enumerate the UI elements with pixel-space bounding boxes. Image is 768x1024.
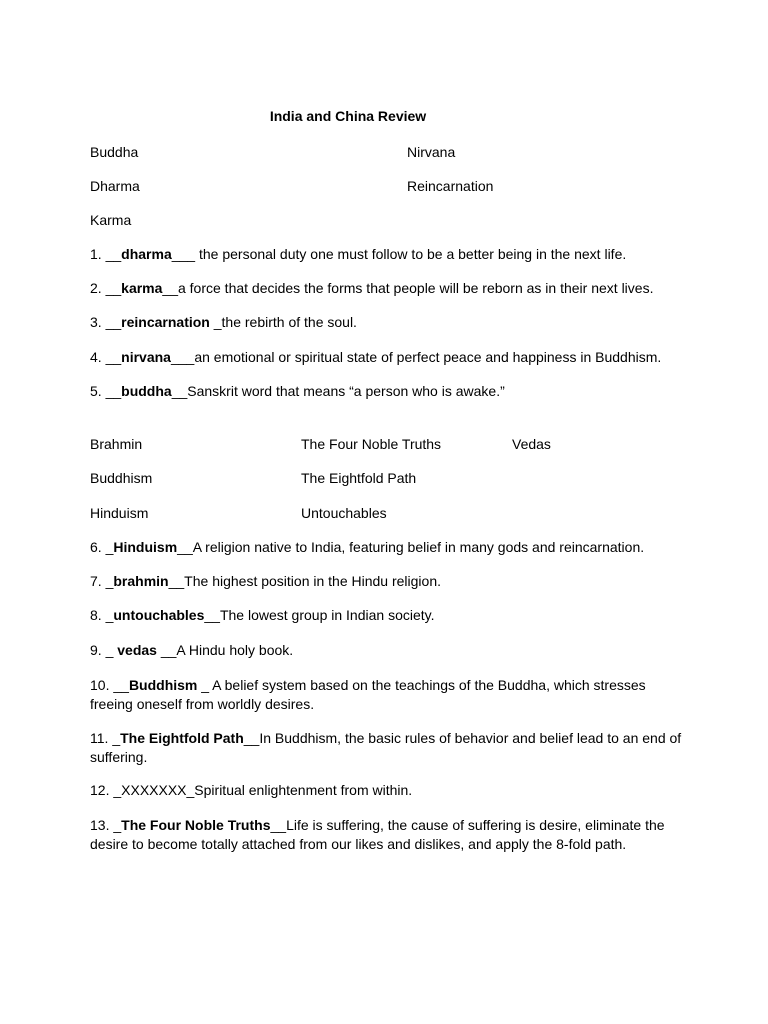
- question-text: __In Buddhism, the basic rules of behavior and belief lead to an end of suffering.: [90, 730, 682, 765]
- answer-text: karma: [121, 280, 163, 296]
- word-bank-term: Untouchables: [301, 505, 387, 521]
- word-bank-term: Vedas: [512, 436, 551, 452]
- question-text: __Sanskrit word that means “a person who is awake.”: [171, 383, 505, 399]
- word-bank-term: Karma: [90, 212, 132, 228]
- answer-text: untouchables: [113, 607, 205, 623]
- question-number: 2.: [90, 280, 106, 296]
- page-title: India and China Review: [269, 108, 427, 124]
- question-4: [90, 348, 661, 366]
- blank-prefix: _: [112, 730, 121, 746]
- question-10: [90, 676, 690, 714]
- blank-prefix: __: [105, 246, 122, 262]
- answer-text: vedas: [117, 642, 161, 658]
- answer-text: Buddhism: [128, 677, 202, 693]
- question-6: [90, 538, 644, 556]
- question-8: [90, 606, 435, 624]
- answer-text: reincarnation: [121, 314, 214, 330]
- question-5: [90, 382, 505, 400]
- question-13: [90, 816, 690, 854]
- question-7: [90, 572, 441, 590]
- question-number: 12.: [90, 782, 114, 798]
- blank-prefix: __: [113, 677, 129, 693]
- answer-text: nirvana: [121, 349, 171, 365]
- question-number: 6.: [90, 539, 106, 555]
- question-number: 8.: [90, 607, 106, 623]
- word-bank-term: Buddha: [90, 144, 139, 160]
- blank-prefix: _: [113, 817, 122, 833]
- word-bank-term: Hinduism: [90, 505, 149, 521]
- question-number: 11.: [90, 730, 113, 746]
- blank-prefix: _: [105, 642, 118, 658]
- blank-prefix: _: [105, 539, 114, 555]
- answer-text: brahmin: [113, 573, 169, 589]
- blank-prefix: _XXXXXXX_: [113, 782, 195, 798]
- blank-prefix: _: [105, 573, 114, 589]
- question-number: 13.: [90, 817, 114, 833]
- answer-text: Hinduism: [113, 539, 178, 555]
- blank-prefix: _: [105, 607, 114, 623]
- question-text: __A Hindu holy book.: [160, 642, 294, 658]
- question-12: [90, 781, 412, 799]
- question-number: 5.: [90, 383, 106, 399]
- word-bank-term: The Eightfold Path: [301, 470, 417, 486]
- answer-text: The Eightfold Path: [120, 730, 244, 746]
- word-bank-term: Brahmin: [90, 436, 143, 452]
- question-number: 9.: [90, 642, 106, 658]
- word-bank-term: Dharma: [90, 178, 140, 194]
- question-number: 4.: [90, 349, 106, 365]
- word-bank-term: Buddhism: [90, 470, 153, 486]
- question-text: __A religion native to India, featuring belief in many gods and reincarnation.: [177, 539, 645, 555]
- question-11: [90, 729, 690, 767]
- word-bank-term: Reincarnation: [407, 178, 494, 194]
- blank-prefix: __: [105, 383, 122, 399]
- question-text: _the rebirth of the soul.: [213, 314, 357, 330]
- answer-text: dharma: [121, 246, 172, 262]
- question-text: __Life is suffering, the cause of suffering is desire, eliminate the desire to become totally attached from our likes and dislikes, and apply the 8-fold path.: [90, 817, 665, 852]
- question-9: [90, 641, 293, 659]
- word-bank-term: Nirvana: [407, 144, 456, 160]
- question-number: 10.: [90, 677, 114, 693]
- answer-text: The Four Noble Truths: [121, 817, 271, 833]
- blank-prefix: __: [105, 314, 122, 330]
- answer-text: buddha: [121, 383, 172, 399]
- question-2: [90, 279, 653, 297]
- question-number: 7.: [90, 573, 106, 589]
- question-1: [90, 245, 626, 263]
- question-number: 1.: [90, 246, 106, 262]
- question-text: __The highest position in the Hindu religion.: [168, 573, 442, 589]
- question-text: Spiritual enlightenment from within.: [194, 782, 413, 798]
- question-3: [90, 313, 357, 331]
- question-text: ___an emotional or spiritual state of perfect peace and happiness in Buddhism.: [170, 349, 662, 365]
- question-text: ___ the personal duty one must follow to be a better being in the next life.: [171, 246, 627, 262]
- word-bank-term: The Four Noble Truths: [301, 436, 442, 452]
- question-number: 3.: [90, 314, 106, 330]
- question-text: _ A belief system based on the teachings of the Buddha, which stresses freeing oneself from worldly desires.: [90, 677, 646, 712]
- question-text: __The lowest group in Indian society.: [204, 607, 435, 623]
- question-text: __a force that decides the forms that people will be reborn as in their next lives.: [162, 280, 654, 296]
- blank-prefix: __: [105, 280, 122, 296]
- blank-prefix: __: [105, 349, 122, 365]
